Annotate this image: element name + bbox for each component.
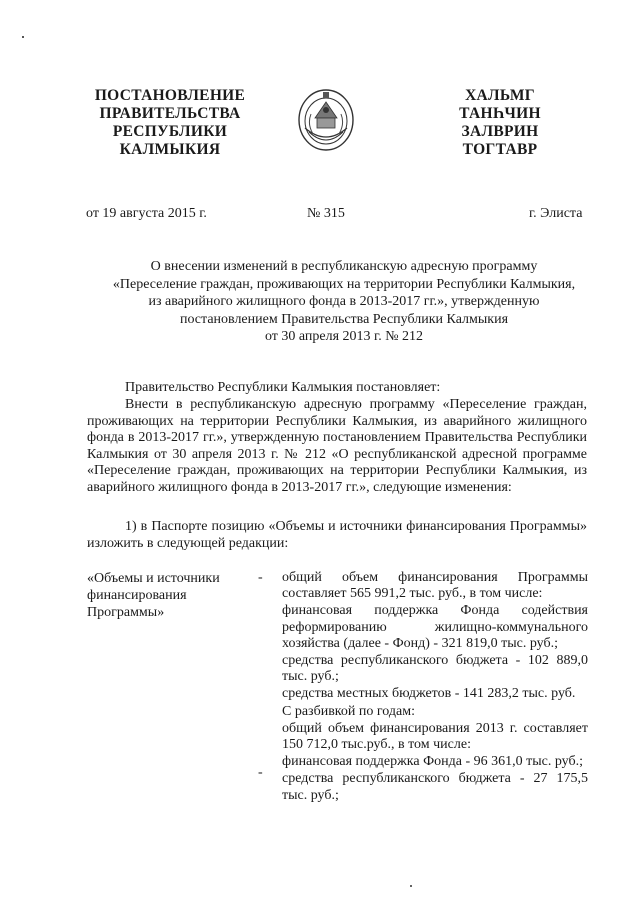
header-left-line: КАЛМЫКИЯ (119, 141, 221, 158)
financing-entry: средства республиканского бюджета - 27 175,5 тыс. руб.; (282, 771, 588, 803)
kalmykia-emblem-icon (297, 88, 355, 152)
amendment-item-1: 1) в Паспорте позицию «Объемы и источники финансирования Программы» изложить в следующей редакции: (87, 519, 587, 551)
document-title (80, 258, 608, 346)
resolution-statement: Правительство Республики Калмыкия постановляет: (125, 380, 441, 395)
header-left-line: ПРАВИТЕЛЬСТВА (99, 105, 241, 122)
header-right-line: ЗАЛВРИН (461, 123, 539, 140)
position-label-line: «Объемы и источники (87, 571, 220, 586)
financing-entry: общий объем финансирования Программы составляет 565 991,2 тыс. руб., в том числе: (282, 570, 588, 602)
financing-entry: средства местных бюджетов - 141 283,2 тыс. руб. (282, 686, 576, 702)
title-line: постановлением Правительства Республики Калмыкия (179, 311, 509, 327)
title-line: «Переселение граждан, проживающих на территории Республики Калмыкия, (112, 276, 576, 292)
title-line: О внесении изменений в республиканскую адресную программу (150, 259, 538, 274)
title-line: от 30 апреля 2013 г. № 212 (264, 329, 424, 344)
header-left-title (80, 87, 260, 159)
document-number: № 315 (307, 206, 345, 221)
title-line: из аварийного жилищного фонда в 2013-2017 гг.», утвержденную (148, 294, 540, 309)
header-right-line: ТОГТАВР (462, 141, 538, 158)
position-label-line: Программы» (87, 605, 165, 620)
document-date: от 19 августа 2015 г. (86, 206, 207, 221)
header-right-line: ХАЛЬМГ (465, 87, 535, 104)
header-left-line: РЕСПУБЛИКИ (112, 123, 228, 140)
passport-position-label (87, 570, 272, 621)
document-city: г. Элиста (529, 206, 583, 221)
financing-entry: средства республиканского бюджета - 102 889,0 тыс. руб.; (282, 653, 588, 685)
position-label-line: финансирования (87, 588, 187, 603)
separator-dash: - (258, 765, 263, 780)
amendment-paragraph: Внести в республиканскую адресную программу «Переселение граждан, проживающих на территории Республики Калмыкия, из аварийного жилищного фонда в 2013-2017 гг.», утвержденную постановлением Правительства Республики Калмыкия от 30 апреля 2013 г. № 212 «О республиканской адресной программе «Переселение граждан, проживающих на территории Республики Калмыкия, из аварийного жилищного фонда в 2013-2017 гг.», следующие изменения: (87, 397, 587, 495)
scan-speck (22, 36, 24, 38)
header-right-line: ТАНҺЧИН (459, 105, 541, 122)
separator-dash: - (258, 570, 263, 585)
financing-entry: общий объем финансирования 2013 г. составляет 150 712,0 тыс.руб., в том числе: (282, 720, 588, 753)
financing-details (282, 570, 588, 805)
header-right-title (440, 87, 560, 159)
financing-entry: С разбивкой по годам: (282, 703, 415, 719)
header-left-line: ПОСТАНОВЛЕНИЕ (94, 87, 246, 104)
financing-entry: финансовая поддержка Фонда содействия реформированию жилищно-коммунального хозяйства (далее - Фонд) - 321 819,0 тыс. руб.; (282, 603, 588, 651)
financing-entry: финансовая поддержка Фонда - 96 361,0 тыс. руб.; (282, 754, 584, 770)
scan-speck (410, 885, 412, 887)
